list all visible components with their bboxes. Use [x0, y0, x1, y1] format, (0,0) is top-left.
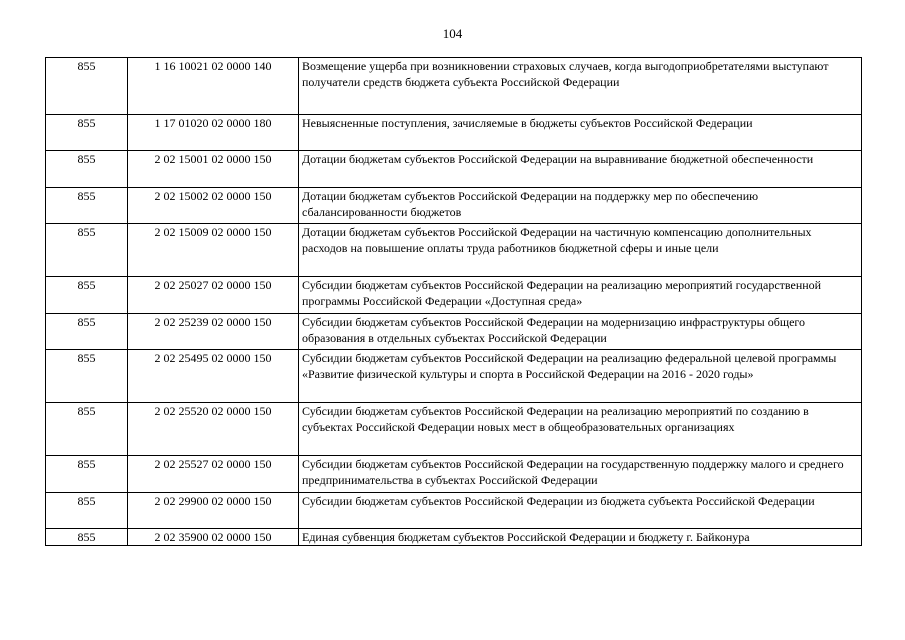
- table-row: [46, 403, 862, 456]
- budget-codes-table: [45, 57, 862, 546]
- revenue-name-cell: Субсидии бюджетам субъектов Российской Федерации на реализацию мероприятий по созданию в субъектах Российской Федерации новых мест в общеобразовательных организациях: [299, 403, 862, 456]
- revenue-name-cell: Единая субвенция бюджетам субъектов Российской Федерации и бюджету г. Байконура: [299, 529, 862, 546]
- table-row: [46, 277, 862, 314]
- revenue-name-cell: Дотации бюджетам субъектов Российской Федерации на частичную компенсацию дополнительных расходов на повышение оплаты труда работников бюджетной сферы и иные цели: [299, 224, 862, 277]
- budget-code-cell: 2 02 25495 02 0000 150: [128, 350, 299, 403]
- table-row: [46, 115, 862, 151]
- admin-code-cell: 855: [46, 493, 128, 529]
- budget-code-cell: 1 17 01020 02 0000 180: [128, 115, 299, 151]
- revenue-name-cell: Невыясненные поступления, зачисляемые в бюджеты субъектов Российской Федерации: [299, 115, 862, 151]
- budget-code-cell: 2 02 15002 02 0000 150: [128, 188, 299, 224]
- budget-code-cell: 2 02 35900 02 0000 150: [128, 529, 299, 546]
- admin-code-cell: 855: [46, 456, 128, 493]
- admin-code-cell: 855: [46, 277, 128, 314]
- table-row: [46, 493, 862, 529]
- budget-code-cell: 2 02 25027 02 0000 150: [128, 277, 299, 314]
- admin-code-cell: 855: [46, 151, 128, 188]
- revenue-name-cell: Субсидии бюджетам субъектов Российской Федерации из бюджета субъекта Российской Федерации: [299, 493, 862, 529]
- admin-code-cell: 855: [46, 529, 128, 546]
- admin-code-cell: 855: [46, 403, 128, 456]
- budget-code-cell: 2 02 15009 02 0000 150: [128, 224, 299, 277]
- admin-code-cell: 855: [46, 314, 128, 350]
- revenue-name-cell: Субсидии бюджетам субъектов Российской Федерации на модернизацию инфраструктуры общего образования в отдельных субъектах Российской Федерации: [299, 314, 862, 350]
- revenue-name-cell: Дотации бюджетам субъектов Российской Федерации на поддержку мер по обеспечению сбалансированности бюджетов: [299, 188, 862, 224]
- table-row: [46, 529, 862, 546]
- table-row: [46, 58, 862, 115]
- revenue-name-cell: Возмещение ущерба при возникновении страховых случаев, когда выгодоприобретателями выступают получатели средств бюджета субъекта Российской Федерации: [299, 58, 862, 115]
- admin-code-cell: 855: [46, 350, 128, 403]
- admin-code-cell: 855: [46, 58, 128, 115]
- budget-code-cell: 2 02 29900 02 0000 150: [128, 493, 299, 529]
- table-row: [46, 350, 862, 403]
- table-row: [46, 314, 862, 350]
- revenue-name-cell: Субсидии бюджетам субъектов Российской Федерации на реализацию федеральной целевой программы «Развитие физической культуры и спорта в Российской Федерации на 2016 - 2020 годы»: [299, 350, 862, 403]
- page-number: 104: [442, 26, 463, 41]
- table-row: [46, 456, 862, 493]
- revenue-name-cell: Субсидии бюджетам субъектов Российской Федерации на реализацию мероприятий государственной программы Российской Федерации «Доступная среда»: [299, 277, 862, 314]
- revenue-name-cell: Дотации бюджетам субъектов Российской Федерации на выравнивание бюджетной обеспеченности: [299, 151, 862, 188]
- revenue-name-cell: Субсидии бюджетам субъектов Российской Федерации на государственную поддержку малого и среднего предпринимательства в субъектах Российской Федерации: [299, 456, 862, 493]
- admin-code-cell: 855: [46, 224, 128, 277]
- table-row: [46, 188, 862, 224]
- admin-code-cell: 855: [46, 115, 128, 151]
- budget-code-cell: 2 02 25527 02 0000 150: [128, 456, 299, 493]
- table-row: [46, 224, 862, 277]
- table-row: [46, 151, 862, 188]
- admin-code-cell: 855: [46, 188, 128, 224]
- budget-code-cell: 2 02 25239 02 0000 150: [128, 314, 299, 350]
- budget-code-cell: 2 02 25520 02 0000 150: [128, 403, 299, 456]
- budget-code-cell: 2 02 15001 02 0000 150: [128, 151, 299, 188]
- budget-code-cell: 1 16 10021 02 0000 140: [128, 58, 299, 115]
